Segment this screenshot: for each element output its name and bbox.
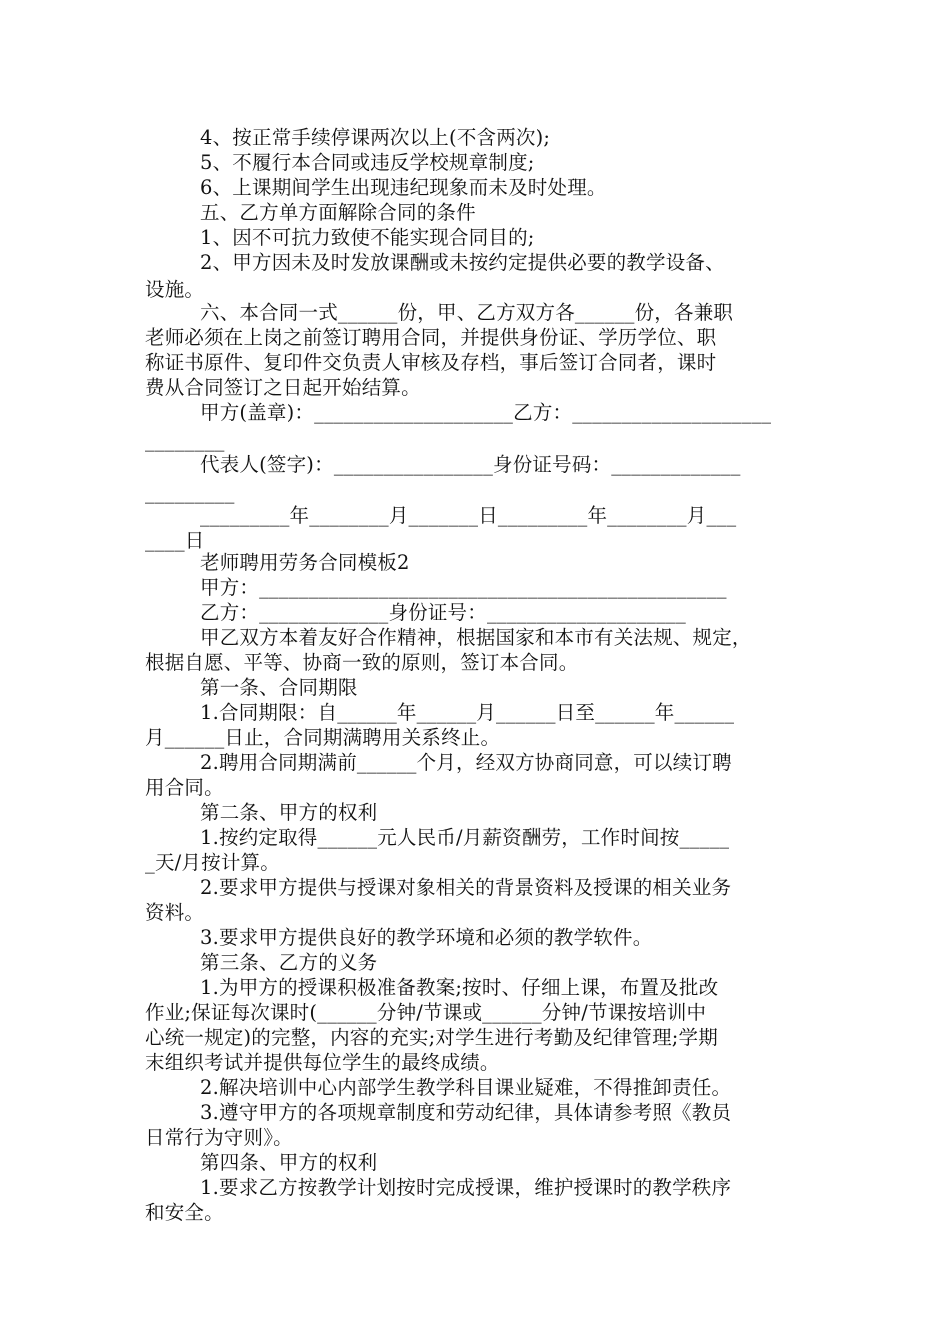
text-line: 费从合同签订之日起开始结算。 [145, 376, 421, 399]
text-line: 乙方：_____________身份证号：____________________ [200, 601, 686, 624]
text-line: 1.要求乙方按教学计划按时完成授课，维护授课时的教学秩序 [200, 1176, 732, 1199]
text-line: 甲方(盖章)：____________________乙方：____________________ [200, 401, 772, 424]
text-line: 末组织考试并提供每位学生的最终成绩。 [145, 1051, 500, 1074]
text-line: 1.为甲方的授课积极准备教案;按时、仔细上课，布置及批改 [200, 976, 719, 999]
text-line: 作业;保证每次课时(______分钟/节课或______分钟/节课按培训中 [145, 1001, 707, 1024]
text-line: _________年________月_______日_________年________月___ [200, 504, 737, 527]
text-line: 日常行为守则》。 [145, 1126, 293, 1149]
text-line: 第二条、甲方的权利 [200, 801, 378, 824]
text-line: _________ [145, 481, 235, 504]
text-line: 甲方：_______________________________________________ [200, 576, 727, 599]
text-line: 五、乙方单方面解除合同的条件 [200, 201, 476, 224]
text-line: 1.合同期限：自______年______月______日至______年______ [200, 701, 735, 724]
text-line: 用合同。 [145, 776, 224, 799]
text-line: 2.聘用合同期满前______个月，经双方协商同意，可以续订聘 [200, 751, 732, 774]
text-line: 月______日止，合同期满聘用关系终止。 [145, 726, 501, 749]
text-line: 2.要求甲方提供与授课对象相关的背景资料及授课的相关业务 [200, 876, 732, 899]
text-line: 老师聘用劳务合同模板2 [200, 551, 410, 574]
text-line: ________ [145, 429, 225, 452]
text-line: 和安全。 [145, 1201, 224, 1224]
text-line: 3.要求甲方提供良好的教学环境和必须的教学软件。 [200, 926, 653, 949]
text-line: 称证书原件、复印件交负责人审核及存档，事后签订合同者，课时 [145, 351, 717, 374]
text-line: 2、甲方因未及时发放课酬或未按约定提供必要的教学设备、 [200, 251, 725, 274]
text-line: 第三条、乙方的义务 [200, 951, 378, 974]
text-line: 六、本合同一式______份，甲、乙方双方各______份，各兼职 [200, 301, 734, 324]
text-line: 甲乙双方本着友好合作精神，根据国家和本市有关法规、规定， [200, 626, 752, 649]
text-line: 第四条、甲方的权利 [200, 1151, 378, 1174]
text-line: 第一条、合同期限 [200, 676, 358, 699]
text-line: 1、因不可抗力致使不能实现合同目的; [200, 226, 535, 249]
text-line: 代表人(签字)：________________身份证号码：_____________ [200, 453, 741, 476]
text-line: 3.遵守甲方的各项规章制度和劳动纪律，具体请参考照《教员 [200, 1101, 732, 1124]
text-line: 心统一规定)的完整，内容的充实;对学生进行考勤及纪律管理;学期 [145, 1026, 718, 1049]
text-line: 根据自愿、平等、协商一致的原则，签订本合同。 [145, 651, 579, 674]
text-line: 5、不履行本合同或违反学校规章制度; [200, 151, 535, 174]
text-line: 老师必须在上岗之前签订聘用合同，并提供身份证、学历学位、职 [145, 326, 717, 349]
text-line: ____日 [145, 529, 205, 552]
text-line: 4、按正常手续停课两次以上(不含两次); [200, 126, 551, 149]
text-line: 1.按约定取得______元人民币/月薪资酬劳，工作时间按_____ [200, 826, 730, 849]
text-line: 设施。 [145, 278, 205, 301]
text-line: 6、上课期间学生出现违纪现象而未及时处理。 [200, 176, 607, 199]
text-line: _天/月按计算。 [145, 851, 280, 874]
text-line: 2.解决培训中心内部学生教学科目课业疑难，不得推卸责任。 [200, 1076, 732, 1099]
text-line: 资料。 [145, 901, 205, 924]
